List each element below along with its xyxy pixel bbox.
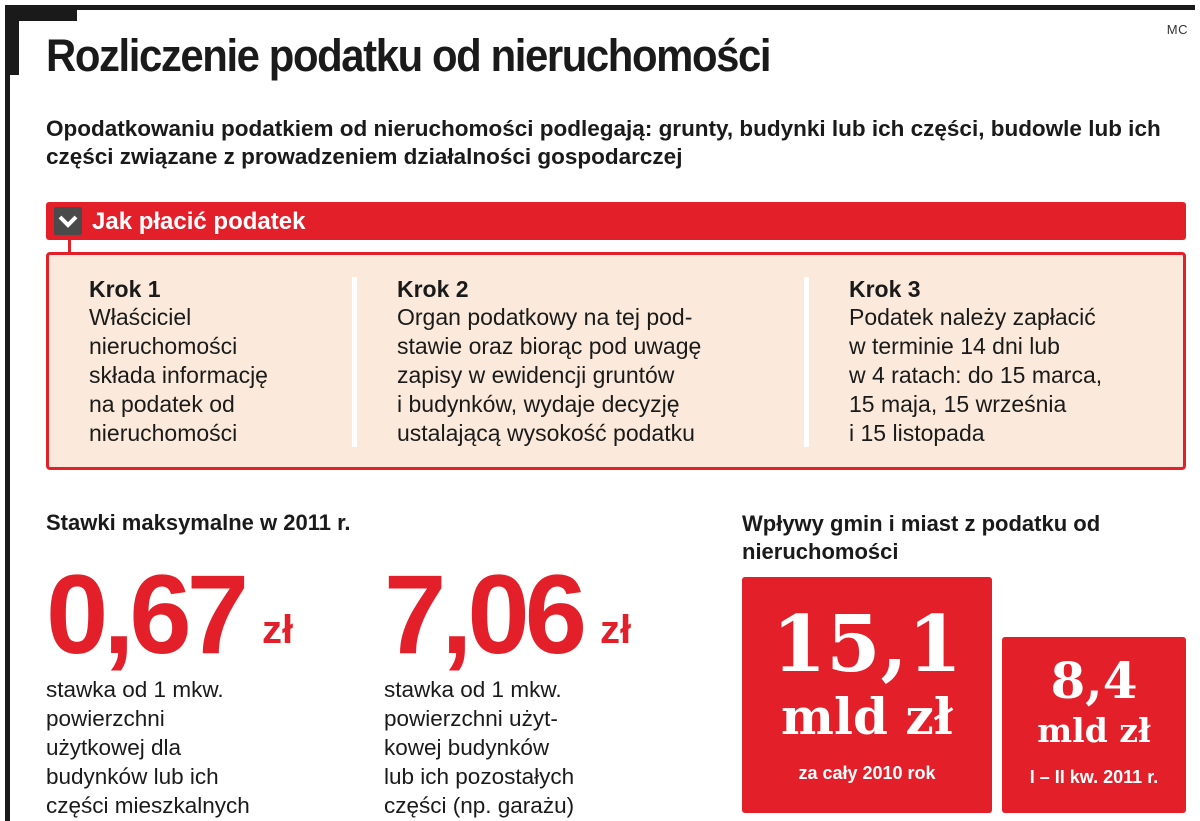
section-title: Jak płacić podatek bbox=[92, 208, 306, 235]
revenue-value: 15,1 bbox=[772, 599, 962, 690]
revenue-2011-box bbox=[1002, 637, 1186, 813]
rate-other bbox=[384, 552, 632, 818]
rates-heading: Stawki maksymalne w 2011 r. bbox=[46, 510, 351, 535]
step-title: Krok 2 bbox=[397, 276, 469, 302]
author-initials: MC bbox=[1166, 22, 1188, 37]
revenue-heading: Wpływy gmin i miast z podatku od nieruchomości bbox=[742, 511, 1101, 564]
frame-corner-vertical bbox=[5, 5, 19, 75]
revenue-period: I – II kw. 2011 r. bbox=[1029, 767, 1159, 787]
rate-value: 7,06 bbox=[384, 552, 582, 677]
step-1 bbox=[89, 275, 268, 448]
revenue-period: za cały 2010 rok bbox=[798, 763, 936, 783]
revenue-unit: mld zł bbox=[781, 687, 953, 746]
rate-unit: zł bbox=[599, 608, 632, 652]
revenue-unit: mld zł bbox=[1037, 711, 1151, 750]
step-text: Organ podatkowy na tej pod- stawie oraz biorąc pod uwagę zapisy w ewidencji gruntów i budynków, wydaje decyzję ustalającą wysokość podatku bbox=[397, 304, 702, 446]
step-divider bbox=[804, 277, 809, 447]
rate-residential bbox=[46, 552, 294, 818]
rate-unit: zł bbox=[261, 608, 294, 652]
step-title: Krok 3 bbox=[849, 276, 921, 302]
revenue-value: 8,4 bbox=[1050, 651, 1138, 710]
steps-panel bbox=[46, 252, 1186, 470]
revenue-2010-box bbox=[742, 577, 992, 813]
rate-description: stawka od 1 mkw. powierzchni użytkowej dla budynków lub ich części mieszkalnych bbox=[46, 677, 250, 818]
step-text: Podatek należy zapłacić w terminie 14 dni lub w 4 ratach: do 15 marca, 15 maja, 15 września i 15 listopada bbox=[849, 304, 1103, 446]
frame-left-border bbox=[5, 5, 10, 821]
section-header-how-to-pay bbox=[46, 202, 1186, 240]
step-divider bbox=[352, 277, 357, 447]
step-3 bbox=[849, 275, 1102, 448]
page-subtitle: Opodatkowaniu podatkiem od nieruchomości podlegają: grunty, budynki lub ich części, budowle lub ich części związane z prowadzeniem działalności gospodarczej bbox=[46, 116, 1161, 169]
rate-description: stawka od 1 mkw. powierzchni użyt- kowej budynków lub ich pozostałych części (np. garażu) bbox=[384, 677, 575, 818]
chevron-down-icon bbox=[54, 207, 82, 235]
step-2 bbox=[397, 275, 701, 448]
step-text: Właściciel nieruchomości składa informację na podatek od nieruchomości bbox=[89, 304, 268, 446]
page-title: Rozliczenie podatku od nieruchomości bbox=[46, 30, 771, 81]
frame-top-border bbox=[5, 5, 1195, 10]
step-title: Krok 1 bbox=[89, 276, 161, 302]
rate-value: 0,67 bbox=[46, 552, 244, 677]
